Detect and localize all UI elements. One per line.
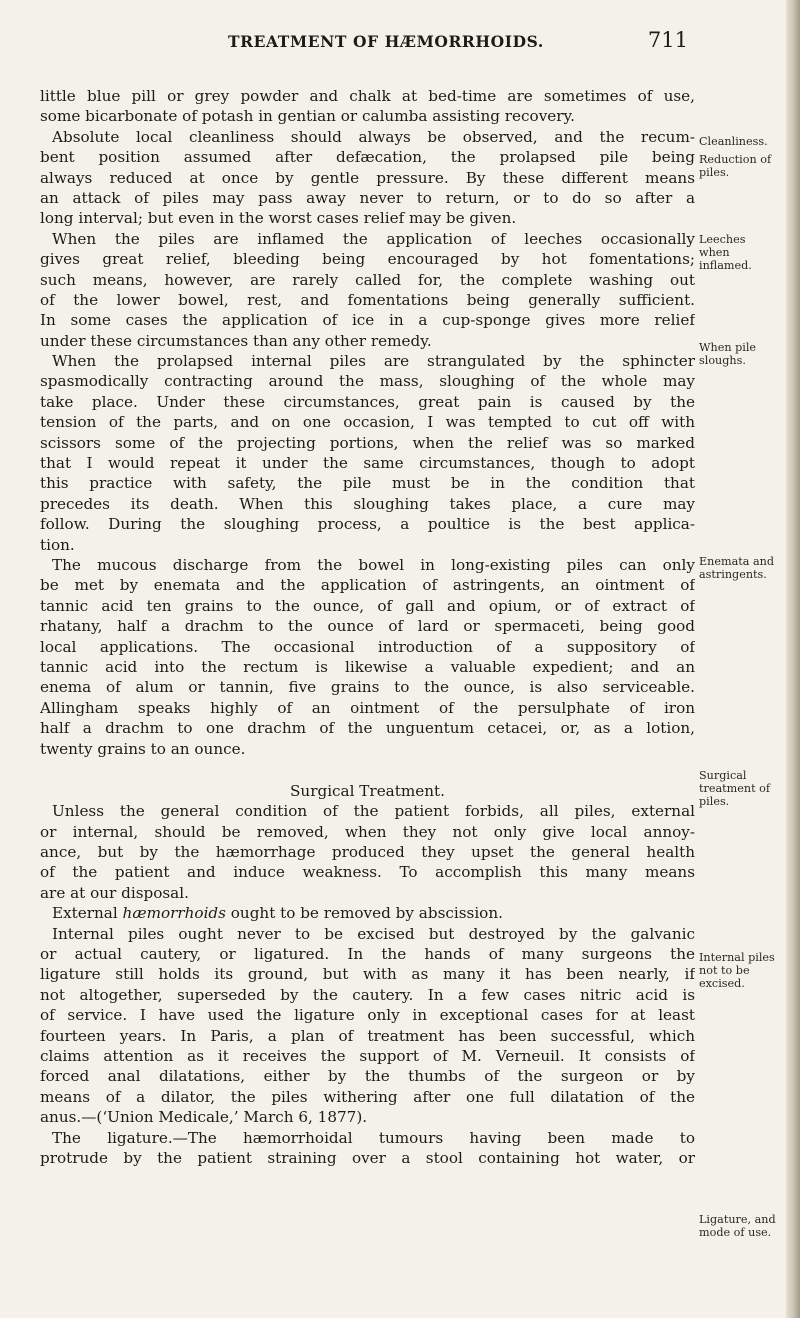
margin-note-line: mode of use.: [699, 1225, 772, 1239]
section-gap: [40, 759, 695, 781]
text-line: an attack of piles may pass away never to return, or to do so after a: [40, 188, 695, 207]
margin-note-line: Cleanliness.: [699, 135, 768, 148]
text-line: or internal, should be removed, when they not only give local annoy-: [40, 822, 695, 841]
text-line: local applications. The occasional introduction of a suppository of: [40, 637, 695, 656]
margin-note-internal-piles: [699, 952, 775, 990]
text-line: When the piles are inflamed the application of leeches occasionally: [52, 229, 695, 248]
text-line: not altogether, superseded by the cautery. In a few cases nitric acid is: [40, 985, 695, 1004]
body-text: [40, 86, 695, 1168]
text-line: tannic acid ten grains to the ounce, of gall and opium, or of extract of: [40, 596, 695, 615]
text-line: ligature still holds its ground, but with as many it has been nearly, if: [40, 965, 695, 984]
text-line: enema of alum or tannin, five grains to the ounce, is also serviceable.: [40, 678, 695, 697]
margin-note-line: piles.: [699, 165, 730, 179]
margin-note-line: Leeches: [699, 233, 746, 246]
margin-note-enemata: [699, 556, 774, 582]
text-fragment: ought to be removed by abscission.: [230, 904, 503, 923]
text-line: or actual cautery, or ligatured. In the hands of many surgeons the: [40, 945, 695, 964]
text-line: ance, but by the hæmorrhage produced they upset the general health: [40, 843, 695, 862]
text-line: rhatany, half a drachm to the ounce of lard or spermaceti, being good: [40, 617, 695, 636]
text-line: are at our disposal.: [40, 883, 189, 902]
text-line: this practice with safety, the pile must be in the condition that: [40, 474, 695, 493]
text-line: long interval; but even in the worst cases relief may be given.: [40, 209, 517, 228]
text-line: tension of the parts, and on one occasion, I was tempted to cut off with: [40, 413, 695, 432]
text-line: bent position assumed after defæcation, the prolapsed pile being: [40, 148, 695, 167]
text-line: anus.—(‘Union Medicale,’ March 6, 1877).: [40, 1108, 368, 1127]
margin-note-line: Reduction of: [699, 153, 772, 166]
text-line: Allingham speaks highly of an ointment of the persulphate of iron: [40, 698, 695, 717]
page-number: 711: [647, 28, 688, 52]
margin-note-line: inflamed.: [699, 258, 752, 272]
text-line: The ligature.—The hæmorrhoidal tumours having been made to: [52, 1128, 695, 1147]
margin-note-cleanliness: [699, 136, 768, 149]
text-line: Internal piles ought never to be excised but destroyed by the galvanic: [52, 924, 695, 943]
text-line: such means, however, are rarely called for, the complete washing out: [40, 270, 695, 289]
text-line: always reduced at once by gentle pressure. By these different means: [40, 168, 695, 187]
margin-note-line: when: [699, 245, 730, 259]
text-line: When the prolapsed internal piles are strangulated by the sphincter: [52, 352, 695, 371]
margin-note-reduction: [699, 154, 771, 180]
text-line: be met by enemata and the application of astringents, an ointment of: [40, 576, 695, 595]
text-line: means of a dilator, the piles withering after one full dilatation of the: [40, 1087, 695, 1106]
text-line: scissors some of the projecting portions, when the relief was so marked: [40, 433, 695, 452]
text-line: twenty grains to an ounce.: [40, 739, 246, 758]
text-line: under these circumstances than any other remedy.: [40, 331, 432, 350]
text-line: forced anal dilatations, either by the thumbs of the surgeon or by: [40, 1067, 695, 1086]
text-line: In some cases the application of ice in a cup-sponge gives more relief: [40, 311, 695, 330]
text-line: half a drachm to one drachm of the unguentum cetacei, or, as a lotion,: [40, 719, 695, 738]
running-title: TREATMENT OF HÆMORRHOIDS.: [228, 32, 544, 51]
text-line: that I would repeat it under the same circumstances, though to adopt: [40, 454, 695, 473]
margin-note-line: astringents.: [699, 567, 767, 581]
margin-note-line: piles.: [699, 794, 730, 808]
text-line: some bicarbonate of potash in gentian or calumba assisting recovery.: [40, 107, 575, 126]
italic-term: hæmorrhoids: [122, 904, 226, 923]
text-line: follow. During the sloughing process, a poultice is the best applica-: [40, 515, 695, 534]
text-line: gives great relief, bleeding being encouraged by hot fomentations;: [40, 250, 695, 269]
text-line: claims attention as it receives the support of M. Verneuil. It consists of: [40, 1046, 695, 1065]
margin-note-ligature: [699, 1214, 776, 1240]
text-line: take place. Under these circumstances, great pain is caused by the: [40, 392, 695, 411]
text-line: precedes its death. When this sloughing takes place, a cure may: [40, 494, 695, 513]
margin-note-line: not to be: [699, 963, 750, 977]
margin-note-surgical: [699, 770, 770, 808]
margin-note-line: Enemata and: [699, 555, 775, 568]
margin-note-line: sloughs.: [699, 353, 746, 367]
text-line: spasmodically contracting around the mass, sloughing of the whole may: [40, 372, 695, 391]
margin-note-leeches: [699, 234, 752, 272]
margin-note-line: Surgical: [699, 769, 747, 782]
text-line: of the patient and induce weakness. To accomplish this many means: [40, 863, 695, 882]
text-line: Absolute local cleanliness should always be observed, and the recum-: [52, 127, 695, 146]
margin-note-line: excised.: [699, 976, 745, 990]
text-line: protrude by the patient straining over a stool containing hot water, or: [40, 1148, 695, 1167]
text-line: tion.: [40, 535, 75, 554]
text-line: [40, 903, 695, 923]
text-line: of the lower bowel, rest, and fomentations being generally sufficient.: [40, 290, 695, 309]
margin-note-line: Internal piles: [699, 951, 775, 964]
text-line: of service. I have used the ligature only in exceptional cases for at least: [40, 1006, 695, 1025]
section-heading: Surgical Treatment.: [290, 781, 445, 800]
text-fragment: External: [52, 904, 118, 923]
text-line: fourteen years. In Paris, a plan of treatment has been successful, which: [40, 1026, 695, 1045]
margin-note-line: When pile: [699, 341, 757, 354]
text-line: little blue pill or grey powder and chalk at bed-time are sometimes of use,: [40, 87, 695, 105]
margin-note-line: treatment of: [699, 781, 770, 795]
text-line: The mucous discharge from the bowel in long-existing piles can only: [52, 555, 695, 574]
text-line: Unless the general condition of the patient forbids, all piles, external: [52, 802, 695, 821]
page-edge: [786, 0, 800, 1318]
margin-note-sloughs: [699, 342, 756, 368]
text-line: tannic acid into the rectum is likewise a valuable expedient; and an: [40, 657, 695, 676]
margin-note-line: Ligature, and: [699, 1213, 776, 1226]
page-header: [228, 30, 688, 58]
